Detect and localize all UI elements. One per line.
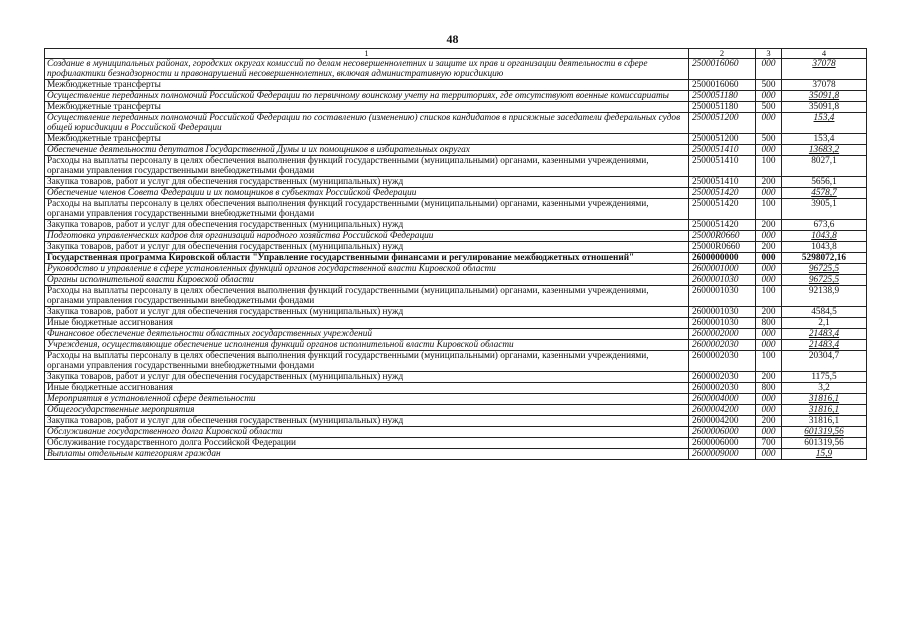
cell-sum: 3,2 <box>782 383 867 394</box>
cell-type: 000 <box>756 145 782 156</box>
cell-name: Расходы на выплаты персоналу в целях обеспечения выполнения функций государственными (муниципальными) органами, казенными учреждениями, органами управления государственными внебюджетными фондами <box>45 156 689 177</box>
cell-name: Обслуживание государственного долга Кировской области <box>45 427 689 438</box>
table-row <box>45 264 867 275</box>
cell-sum: 1043,8 <box>782 231 867 242</box>
cell-code: 2500051410 <box>689 177 756 188</box>
cell-type: 000 <box>756 188 782 199</box>
table-row <box>45 80 867 91</box>
cell-code: 2600004200 <box>689 405 756 416</box>
cell-sum: 4578,7 <box>782 188 867 199</box>
cell-name: Выплаты отдельным категориям граждан <box>45 449 689 460</box>
cell-name: Закупка товаров, работ и услуг для обеспечения государственных (муниципальных) нужд <box>45 242 689 253</box>
cell-code: 2500051410 <box>689 156 756 177</box>
cell-type: 000 <box>756 405 782 416</box>
cell-sum: 96725,5 <box>782 275 867 286</box>
cell-type: 200 <box>756 177 782 188</box>
cell-code: 2600002030 <box>689 372 756 383</box>
cell-name: Закупка товаров, работ и услуг для обеспечения государственных (муниципальных) нужд <box>45 220 689 231</box>
header-cell-type: 3 <box>756 49 782 59</box>
cell-code: 2500051420 <box>689 199 756 220</box>
cell-type: 800 <box>756 383 782 394</box>
cell-name: Закупка товаров, работ и услуг для обеспечения государственных (муниципальных) нужд <box>45 372 689 383</box>
cell-code: 2500051200 <box>689 134 756 145</box>
cell-code: 2500016060 <box>689 59 756 80</box>
cell-sum: 601319,56 <box>782 438 867 449</box>
cell-code: 2600001030 <box>689 275 756 286</box>
page-number: 48 <box>446 32 459 46</box>
table-row <box>45 113 867 134</box>
cell-type: 000 <box>756 59 782 80</box>
cell-sum: 31816,1 <box>782 394 867 405</box>
table-row <box>45 231 867 242</box>
cell-type: 500 <box>756 134 782 145</box>
cell-name: Создание в муниципальных районах, городских округах комиссий по делам несовершеннолетних и защите их прав и организации деятельности в сфере профилактики безнадзорности и правонарушений несовершеннолетних, включая административную юрисдикцию <box>45 59 689 80</box>
cell-sum: 153,4 <box>782 134 867 145</box>
table-header-row <box>45 49 867 59</box>
cell-name: Учреждения, осуществляющие обеспечение исполнения функций органов исполнительной власти Кировской области <box>45 340 689 351</box>
cell-type: 700 <box>756 438 782 449</box>
header-cell-sum: 4 <box>782 49 867 59</box>
cell-type: 100 <box>756 351 782 372</box>
cell-name: Закупка товаров, работ и услуг для обеспечения государственных (муниципальных) нужд <box>45 307 689 318</box>
cell-type: 100 <box>756 199 782 220</box>
table-row <box>45 427 867 438</box>
cell-type: 000 <box>756 264 782 275</box>
cell-type: 100 <box>756 286 782 307</box>
cell-name: Закупка товаров, работ и услуг для обеспечения государственных (муниципальных) нужд <box>45 177 689 188</box>
cell-type: 000 <box>756 449 782 460</box>
table-row <box>45 177 867 188</box>
cell-sum: 96725,5 <box>782 264 867 275</box>
cell-code: 2600002030 <box>689 383 756 394</box>
cell-sum: 37078 <box>782 80 867 91</box>
cell-code: 2600001030 <box>689 286 756 307</box>
cell-code: 2600004200 <box>689 416 756 427</box>
cell-code: 2500051410 <box>689 145 756 156</box>
header-cell-code: 2 <box>689 49 756 59</box>
cell-sum: 13683,2 <box>782 145 867 156</box>
cell-code: 25000R0660 <box>689 242 756 253</box>
cell-type: 500 <box>756 80 782 91</box>
cell-name: Иные бюджетные ассигнования <box>45 383 689 394</box>
cell-sum: 31816,1 <box>782 416 867 427</box>
cell-name: Государственная программа Кировской области "Управление государственными финансами и регулирование межбюджетных отношений" <box>45 253 689 264</box>
cell-sum: 153,4 <box>782 113 867 134</box>
cell-sum: 3905,1 <box>782 199 867 220</box>
cell-code: 2500051420 <box>689 188 756 199</box>
table-row <box>45 449 867 460</box>
table-row <box>45 318 867 329</box>
table-row <box>45 340 867 351</box>
cell-name: Осуществление переданных полномочий Российской Федерации по составлению (изменению) списков кандидатов в присяжные заседатели федеральных судов общей юрисдикции в Российской Федерации <box>45 113 689 134</box>
cell-type: 000 <box>756 394 782 405</box>
table-row <box>45 156 867 177</box>
cell-sum: 31816,1 <box>782 405 867 416</box>
table-row <box>45 91 867 102</box>
cell-name: Расходы на выплаты персоналу в целях обеспечения выполнения функций государственными (муниципальными) органами, казенными учреждениями, органами управления государственными внебюджетными фондами <box>45 351 689 372</box>
table-row <box>45 59 867 80</box>
header-cell-name: 1 <box>45 49 689 59</box>
cell-type: 000 <box>756 275 782 286</box>
cell-type: 000 <box>756 253 782 264</box>
cell-code: 2600006000 <box>689 427 756 438</box>
cell-name: Межбюджетные трансферты <box>45 102 689 113</box>
cell-name: Подготовка управленческих кадров для организаций народного хозяйства Российской Федерации <box>45 231 689 242</box>
cell-type: 000 <box>756 340 782 351</box>
cell-code: 2600006000 <box>689 438 756 449</box>
table-row <box>45 394 867 405</box>
table-row <box>45 145 867 156</box>
cell-code: 2500051420 <box>689 220 756 231</box>
cell-type: 500 <box>756 102 782 113</box>
table-row <box>45 416 867 427</box>
cell-code: 2600001030 <box>689 307 756 318</box>
cell-sum: 1175,5 <box>782 372 867 383</box>
cell-type: 200 <box>756 372 782 383</box>
cell-sum: 5298072,16 <box>782 253 867 264</box>
cell-type: 000 <box>756 329 782 340</box>
table-row <box>45 307 867 318</box>
cell-code: 2600001030 <box>689 318 756 329</box>
cell-name: Финансовое обеспечение деятельности областных государственных учреждений <box>45 329 689 340</box>
cell-sum: 601319,56 <box>782 427 867 438</box>
table-row <box>45 372 867 383</box>
cell-type: 200 <box>756 220 782 231</box>
cell-code: 2600004000 <box>689 394 756 405</box>
cell-sum: 2,1 <box>782 318 867 329</box>
cell-name: Расходы на выплаты персоналу в целях обеспечения выполнения функций государственными (муниципальными) органами, казенными учреждениями, органами управления государственными внебюджетными фондами <box>45 286 689 307</box>
cell-sum: 5656,1 <box>782 177 867 188</box>
cell-sum: 37078 <box>782 59 867 80</box>
cell-type: 800 <box>756 318 782 329</box>
cell-sum: 21483,4 <box>782 329 867 340</box>
cell-code: 2600009000 <box>689 449 756 460</box>
cell-code: 2500051180 <box>689 102 756 113</box>
cell-code: 25000R0660 <box>689 231 756 242</box>
cell-name: Органы исполнительной власти Кировской области <box>45 275 689 286</box>
cell-type: 100 <box>756 156 782 177</box>
table-row <box>45 438 867 449</box>
cell-sum: 1043,8 <box>782 242 867 253</box>
table-row <box>45 102 867 113</box>
table-row <box>45 275 867 286</box>
cell-name: Мероприятия в установленной сфере деятельности <box>45 394 689 405</box>
cell-sum: 35091,8 <box>782 91 867 102</box>
cell-sum: 21483,4 <box>782 340 867 351</box>
cell-sum: 4584,5 <box>782 307 867 318</box>
table-row <box>45 188 867 199</box>
cell-sum: 8027,1 <box>782 156 867 177</box>
cell-sum: 92138,9 <box>782 286 867 307</box>
cell-type: 200 <box>756 242 782 253</box>
cell-code: 2600002030 <box>689 340 756 351</box>
cell-name: Осуществление переданных полномочий Российской Федерации по первичному воинскому учету на территориях, где отсутствуют военные комиссариаты <box>45 91 689 102</box>
cell-sum: 673,6 <box>782 220 867 231</box>
cell-type: 000 <box>756 113 782 134</box>
table-row <box>45 351 867 372</box>
cell-sum: 15,9 <box>782 449 867 460</box>
table-row <box>45 405 867 416</box>
cell-type: 000 <box>756 91 782 102</box>
table-row <box>45 242 867 253</box>
cell-name: Закупка товаров, работ и услуг для обеспечения государственных (муниципальных) нужд <box>45 416 689 427</box>
cell-name: Руководство и управление в сфере установленных функций органов государственной власти Кировской области <box>45 264 689 275</box>
cell-name: Иные бюджетные ассигнования <box>45 318 689 329</box>
cell-sum: 35091,8 <box>782 102 867 113</box>
cell-sum: 20304,7 <box>782 351 867 372</box>
cell-type: 200 <box>756 416 782 427</box>
cell-name: Обеспечение членов Совета Федерации и их помощников в субъектах Российской Федерации <box>45 188 689 199</box>
cell-code: 2600001000 <box>689 264 756 275</box>
cell-name: Межбюджетные трансферты <box>45 80 689 91</box>
cell-type: 200 <box>756 307 782 318</box>
cell-name: Обслуживание государственного долга Российской Федерации <box>45 438 689 449</box>
cell-type: 000 <box>756 427 782 438</box>
cell-code: 2600002030 <box>689 351 756 372</box>
budget-table <box>44 48 867 460</box>
cell-code: 2500051180 <box>689 91 756 102</box>
table-row <box>45 383 867 394</box>
table-row <box>45 199 867 220</box>
cell-code: 2500051200 <box>689 113 756 134</box>
table-row <box>45 286 867 307</box>
cell-code: 2600000000 <box>689 253 756 264</box>
table-row <box>45 253 867 264</box>
cell-code: 2500016060 <box>689 80 756 91</box>
table-body <box>45 49 867 460</box>
cell-name: Общегосударственные мероприятия <box>45 405 689 416</box>
cell-name: Обеспечение деятельности депутатов Государственной Думы и их помощников в избирательных округах <box>45 145 689 156</box>
cell-name: Межбюджетные трансферты <box>45 134 689 145</box>
table-row <box>45 134 867 145</box>
cell-name: Расходы на выплаты персоналу в целях обеспечения выполнения функций государственными (муниципальными) органами, казенными учреждениями, органами управления государственными внебюджетными фондами <box>45 199 689 220</box>
table-row <box>45 329 867 340</box>
cell-type: 000 <box>756 231 782 242</box>
cell-code: 2600002000 <box>689 329 756 340</box>
table-row <box>45 220 867 231</box>
